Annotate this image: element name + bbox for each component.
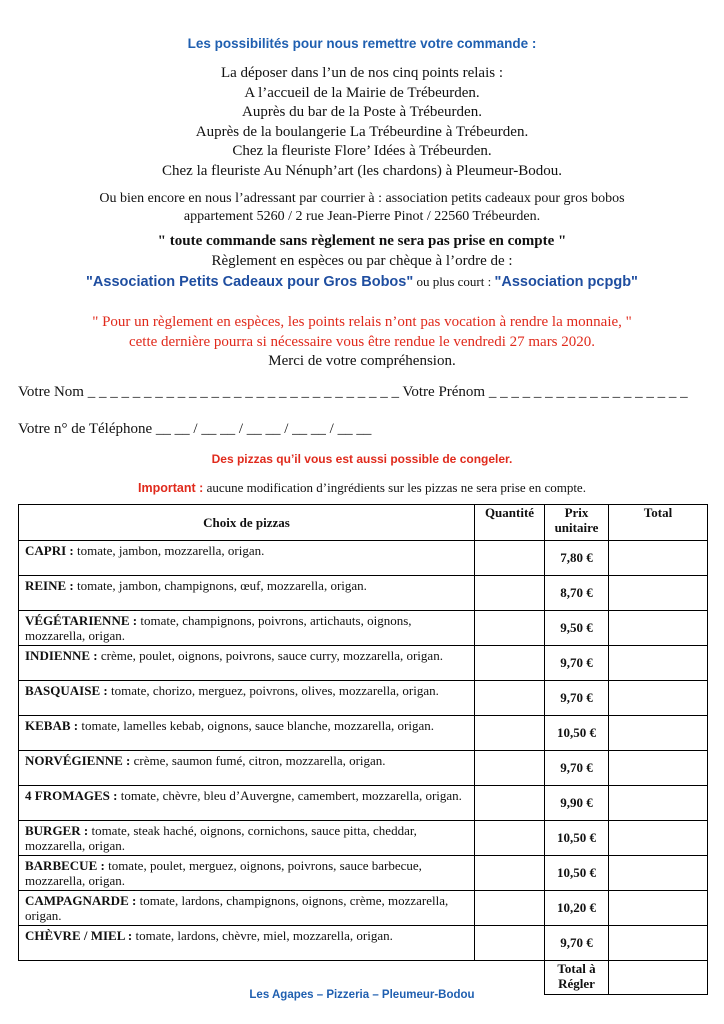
unit-price: 10,50 € — [545, 716, 609, 751]
payee-or-short: ou plus court : — [413, 274, 495, 289]
important-note — [0, 480, 724, 496]
firstname-field[interactable]: _ _ _ _ _ _ _ _ _ _ _ _ _ _ _ _ _ _ — [488, 384, 688, 400]
relay-point: Chez la fleuriste Flore’ Idées à Trébeurden. — [232, 143, 492, 159]
mail-section — [0, 190, 724, 225]
phone-label: Votre n° de Téléphone — [18, 421, 153, 437]
table-row — [19, 891, 708, 926]
relay-point: A l’accueil de la Mairie de Trébeurden. — [244, 84, 480, 101]
header-unit-price: Prix unitaire — [545, 505, 609, 541]
pizza-ingredients: tomate, jambon, champignons, œuf, mozzarella, origan. — [73, 578, 367, 593]
unit-price: 7,80 € — [545, 541, 609, 576]
line-total-cell[interactable] — [609, 891, 708, 926]
line-total-cell[interactable] — [609, 786, 708, 821]
relay-point: Auprès du bar de la Poste à Trébeurden. — [242, 104, 482, 120]
important-text: aucune modification d’ingrédients sur les pizzas ne sera prise en compte. — [203, 480, 586, 495]
quantity-cell[interactable] — [475, 716, 545, 751]
payee-short-name: "Association pcpgb" — [494, 274, 638, 290]
line-total-cell[interactable] — [609, 856, 708, 891]
quantity-cell[interactable] — [475, 646, 545, 681]
quantity-cell[interactable] — [475, 891, 545, 926]
pizza-ingredients: tomate, champignons, poivrons, artichauts, oignons, mozzarella, origan. — [25, 613, 412, 643]
header-choice: Choix de pizzas — [19, 505, 475, 541]
pizza-name: 4 FROMAGES : — [25, 788, 118, 803]
pizza-ingredients: tomate, jambon, mozzarella, origan. — [73, 543, 265, 558]
table-header-row — [19, 505, 708, 541]
relay-point: Chez la fleuriste Au Nénuph’art (les chardons) à Pleumeur-Bodou. — [162, 162, 562, 179]
relay-section — [0, 64, 724, 181]
pizza-description — [19, 646, 475, 681]
table-row — [19, 786, 708, 821]
line-total-cell[interactable] — [609, 926, 708, 961]
header-total: Total — [609, 505, 708, 541]
freeze-note: Des pizzas qu’il vous est aussi possible de congeler. — [211, 452, 513, 466]
unit-price: 9,70 € — [545, 926, 609, 961]
pizza-ingredients: tomate, chèvre, bleu d’Auvergne, camembert, mozzarella, origan. — [117, 788, 462, 803]
table-row — [19, 681, 708, 716]
table-row — [19, 751, 708, 786]
table-row — [19, 856, 708, 891]
phone-field[interactable]: __ __ / __ __ / __ __ / __ __ / __ __ — [155, 421, 372, 437]
mail-line: appartement 5260 / 2 rue Jean-Pierre Pinot / 22560 Trébeurden. — [183, 208, 541, 224]
pizza-description — [19, 786, 475, 821]
line-total-cell[interactable] — [609, 611, 708, 646]
pizza-name: KEBAB : — [25, 718, 79, 733]
pizza-name: NORVÉGIENNE : — [25, 753, 131, 768]
quantity-cell[interactable] — [475, 786, 545, 821]
name-field-row — [18, 384, 688, 401]
cash-note — [0, 313, 724, 372]
line-total-cell[interactable] — [609, 681, 708, 716]
payment-warning: " toute commande sans règlement ne sera pas prise en compte " — [157, 233, 567, 249]
pizza-ingredients: tomate, lamelles kebab, oignons, sauce blanche, mozzarella, origan. — [78, 718, 435, 733]
relay-point: Auprès de la boulangerie La Trébeurdine à Trébeurden. — [195, 123, 529, 140]
unit-price: 10,50 € — [545, 821, 609, 856]
unit-price: 9,90 € — [545, 786, 609, 821]
pizza-description — [19, 856, 475, 891]
line-total-cell[interactable] — [609, 541, 708, 576]
pizza-description — [19, 611, 475, 646]
unit-price: 9,70 € — [545, 681, 609, 716]
pizza-description — [19, 576, 475, 611]
pizza-ingredients: crème, saumon fumé, citron, mozzarella, origan. — [130, 753, 386, 768]
payment-section — [0, 232, 724, 293]
pizza-ingredients: crème, poulet, oignons, poivrons, sauce curry, mozzarella, origan. — [97, 648, 443, 663]
quantity-cell[interactable] — [475, 681, 545, 716]
name-label: Votre Nom — [18, 384, 84, 400]
total-label: Total à Régler — [545, 961, 609, 995]
pizza-name: CAMPAGNARDE : — [25, 893, 137, 908]
pizza-description — [19, 821, 475, 856]
relay-intro: La déposer dans l’un de nos cinq points relais : — [220, 65, 504, 81]
payment-method: Règlement en espèces ou par chèque à l’ordre de : — [211, 252, 513, 269]
page-heading: Les possibilités pour nous remettre votre commande : — [187, 36, 537, 51]
cash-note-line: " Pour un règlement en espèces, les points relais n’ont pas vocation à rendre la monnaie, " — [92, 314, 632, 330]
payee-name: "Association Petits Cadeaux pour Gros Bobos" — [86, 274, 414, 290]
table-row — [19, 821, 708, 856]
quantity-cell[interactable] — [475, 926, 545, 961]
pizza-name: INDIENNE : — [25, 648, 98, 663]
pizza-description — [19, 926, 475, 961]
line-total-cell[interactable] — [609, 716, 708, 751]
quantity-cell[interactable] — [475, 821, 545, 856]
important-label: Important : — [138, 481, 204, 495]
pizza-name: BURGER : — [25, 823, 89, 838]
table-row — [19, 646, 708, 681]
pizza-description — [19, 891, 475, 926]
pizza-ingredients: tomate, chorizo, merguez, poivrons, olives, mozzarella, origan. — [107, 683, 439, 698]
cash-note-line: cette dernière pourra si nécessaire vous être rendue le vendredi 27 mars 2020. — [128, 333, 596, 350]
unit-price: 8,70 € — [545, 576, 609, 611]
pizza-name: VÉGÉTARIENNE : — [25, 613, 138, 628]
unit-price: 10,50 € — [545, 856, 609, 891]
quantity-cell[interactable] — [475, 751, 545, 786]
line-total-cell[interactable] — [609, 821, 708, 856]
table-row — [19, 716, 708, 751]
phone-field-row — [18, 421, 371, 438]
pizza-ingredients: tomate, poulet, merguez, oignons, poivrons, sauce barbecue, mozzarella, origan. — [25, 858, 422, 888]
name-field[interactable]: _ _ _ _ _ _ _ _ _ _ _ _ _ _ _ _ _ _ _ _ _ _ _ _ _ _ _ _ — [87, 384, 399, 400]
pizza-name: BARBECUE : — [25, 858, 105, 873]
quantity-cell[interactable] — [475, 541, 545, 576]
quantity-cell[interactable] — [475, 856, 545, 891]
pizza-name: CAPRI : — [25, 543, 74, 558]
unit-price: 9,70 € — [545, 646, 609, 681]
payment-payee-line — [0, 272, 724, 293]
thanks-line: Merci de votre compréhension. — [268, 353, 456, 369]
unit-price: 10,20 € — [545, 891, 609, 926]
pizza-ingredients: tomate, lardons, champignons, oignons, crème, mozzarella, origan. — [25, 893, 449, 923]
unit-price: 9,50 € — [545, 611, 609, 646]
pizza-ingredients: tomate, steak haché, oignons, cornichons, sauce pitta, cheddar, mozzarella, origan. — [25, 823, 417, 853]
pizza-name: REINE : — [25, 578, 74, 593]
line-total-cell[interactable] — [609, 646, 708, 681]
pizza-description — [19, 541, 475, 576]
firstname-label: Votre Prénom — [402, 384, 486, 400]
footer: Les Agapes – Pizzeria – Pleumeur-Bodou — [249, 989, 475, 1001]
table-row — [19, 576, 708, 611]
pizza-description — [19, 716, 475, 751]
quantity-cell[interactable] — [475, 611, 545, 646]
table-row — [19, 926, 708, 961]
pizza-description — [19, 751, 475, 786]
table-row — [19, 541, 708, 576]
pizza-description — [19, 681, 475, 716]
unit-price: 9,70 € — [545, 751, 609, 786]
pizza-order-table — [18, 504, 708, 995]
mail-line: Ou bien encore en nous l’adressant par courrier à : association petits cadeaux pour gros bobos — [99, 191, 625, 206]
pizza-name: CHÈVRE / MIEL : — [25, 928, 133, 943]
quantity-cell[interactable] — [475, 576, 545, 611]
table-row — [19, 611, 708, 646]
header-quantity: Quantité — [475, 505, 545, 541]
line-total-cell[interactable] — [609, 751, 708, 786]
pizza-ingredients: tomate, lardons, chèvre, miel, mozzarella, origan. — [132, 928, 393, 943]
pizza-name: BASQUAISE : — [25, 683, 108, 698]
line-total-cell[interactable] — [609, 576, 708, 611]
